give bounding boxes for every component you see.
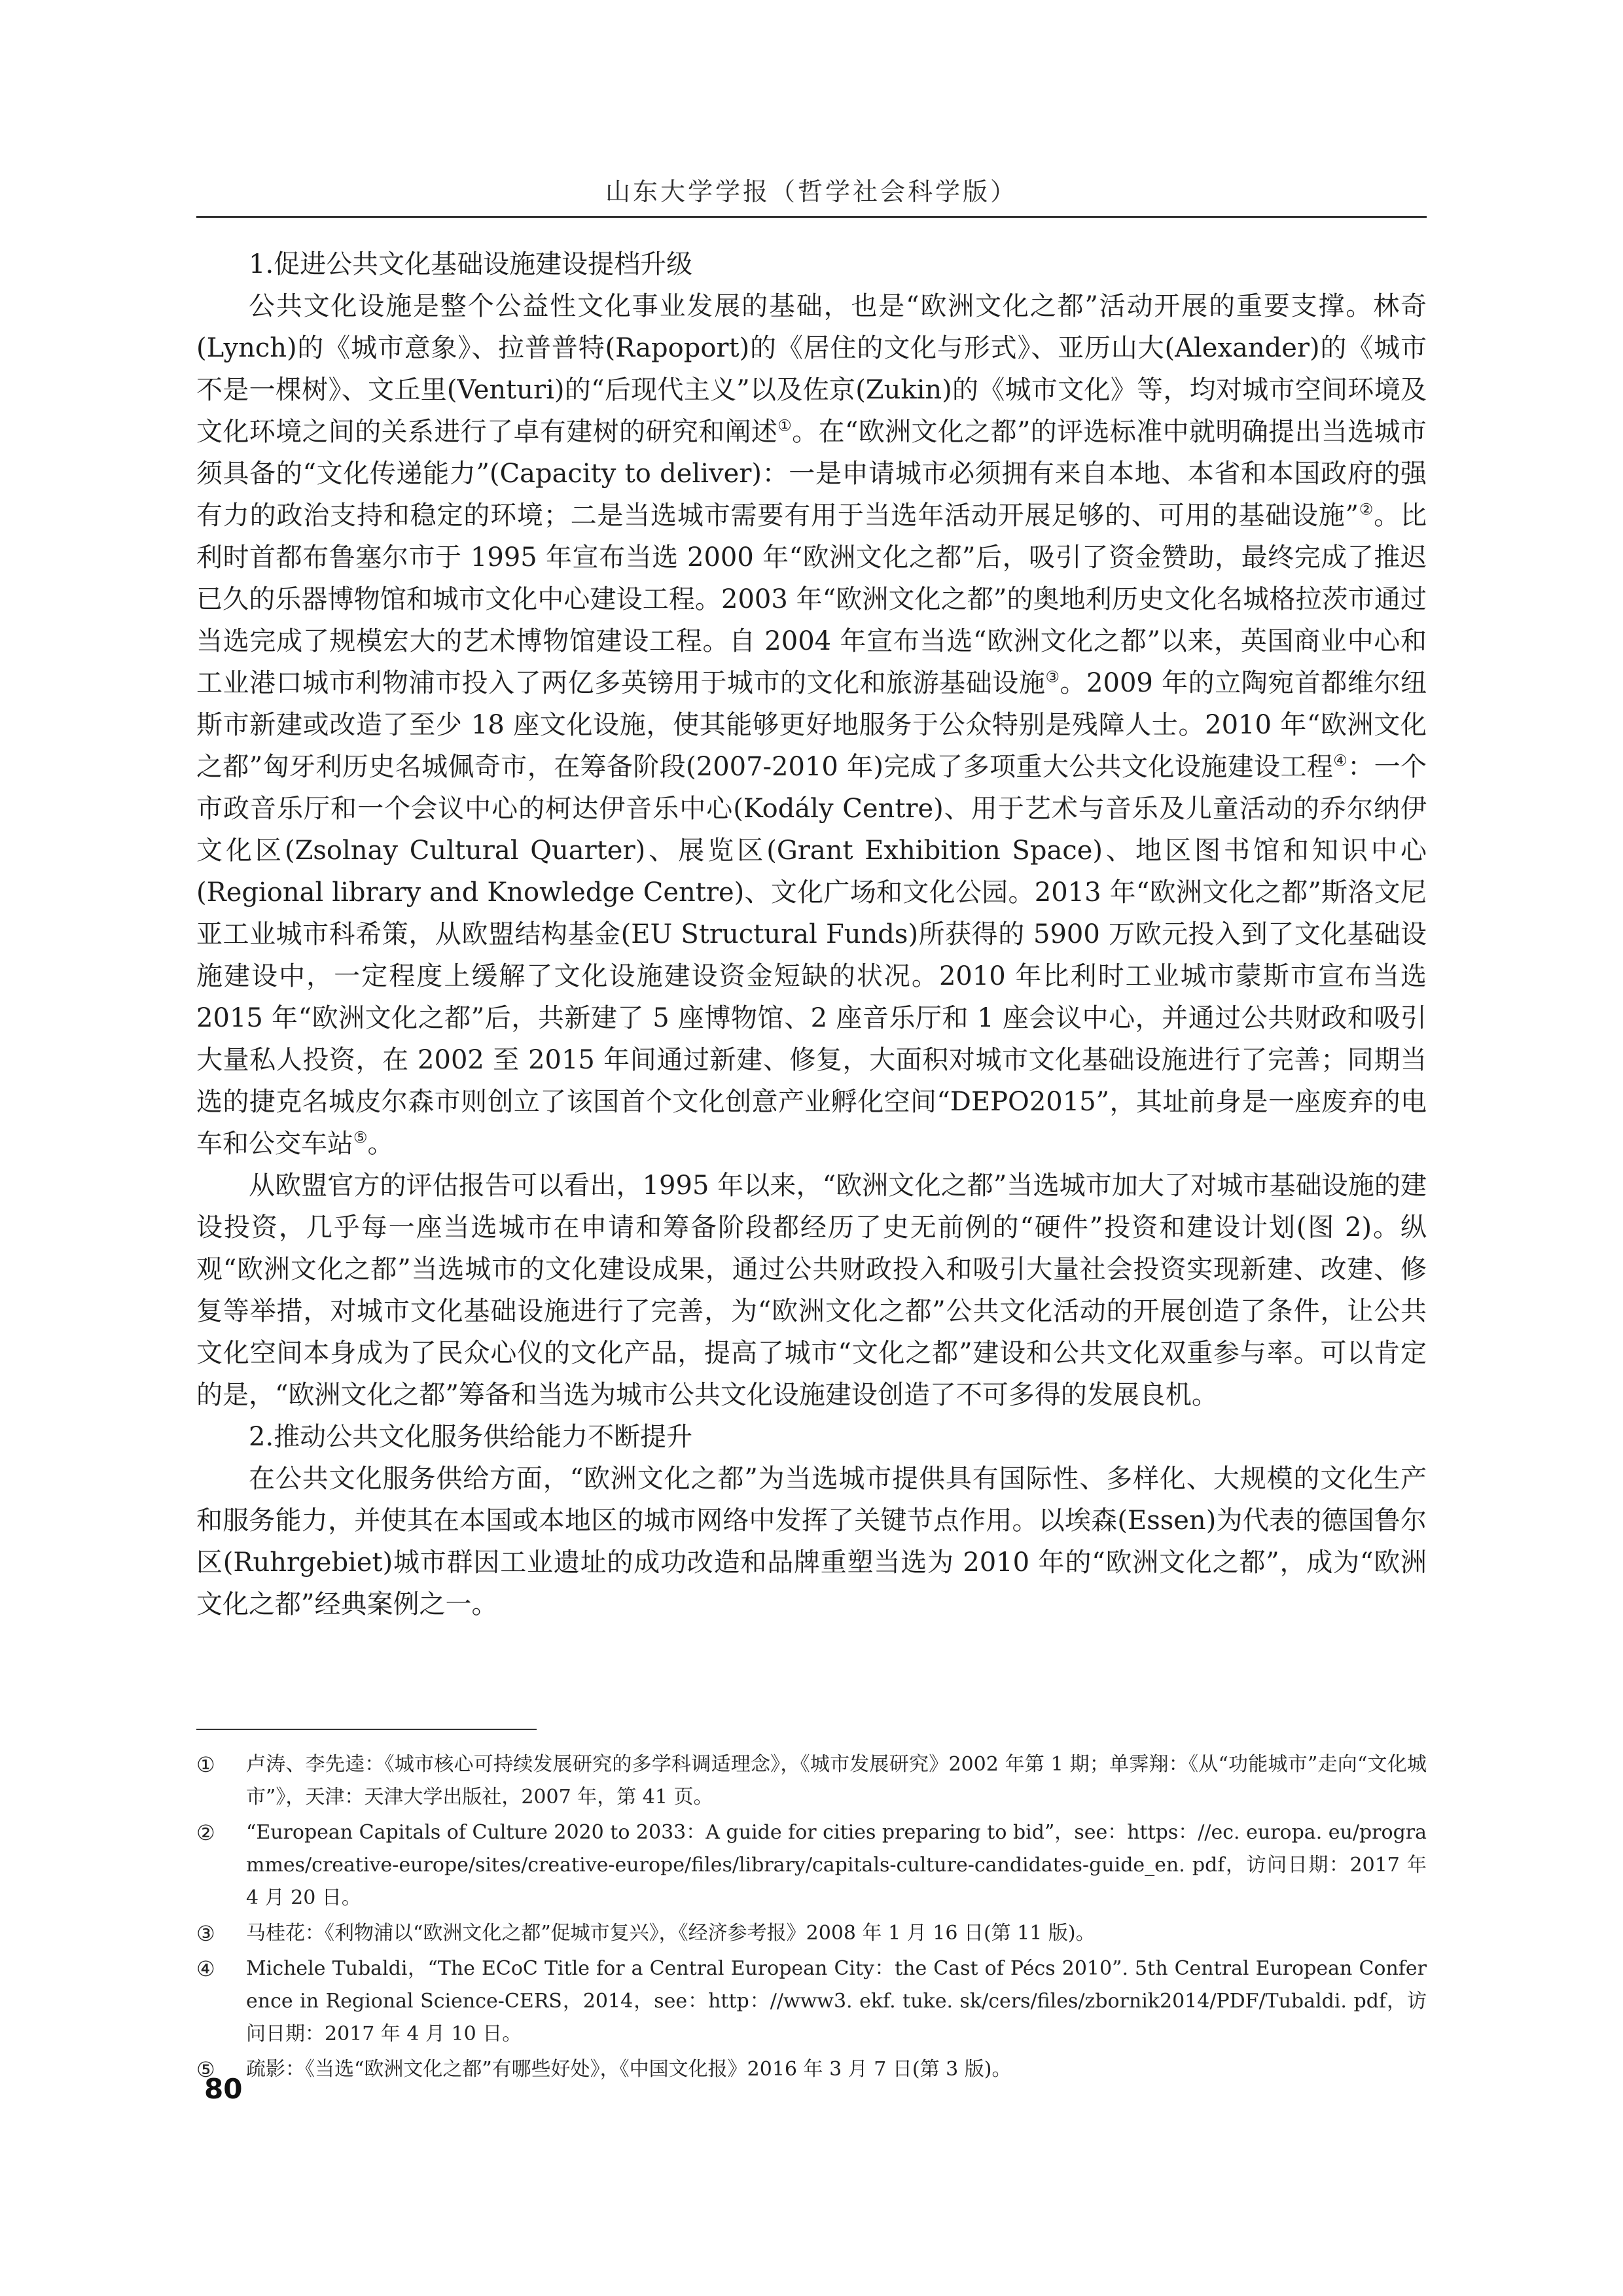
footnote (196, 1917, 1427, 1950)
footnote-mark: ① (196, 1752, 215, 1777)
text-run: 。在“欧洲文化之都”的评选标准中就明确提出当选城市须具备的“文化传递能力”(Capacity to deliver)：一是申请城市必须拥有来自本地、本省和本国政府的强有力的政治支持和稳定的环境；二是当选城市需要有用于当选年活动开展足够的、可用的基础设施” (196, 417, 1427, 531)
footnote (196, 1952, 1427, 2051)
footnote (196, 1816, 1427, 1915)
text-run: 从欧盟官方的评估报告可以看出，1995 年以来，“欧洲文化之都”当选城市加大了对城市基础设施的建设投资，几乎每一座当选城市在申请和筹备阶段都经历了史无前例的“硬件”投资和建设计划(图 2)。纵观“欧洲文化之都”当选城市的文化建设成果，通过公共财政投入和吸引大量社会投资实现新建、改建、修复等举措，对城市文化基础设施进行了完善，为“欧洲文化之都”公共文化活动的开展创造了条件，让公共文化空间本身成为了民众心仪的文化产品，提高了城市“文化之都”建设和公共文化双重参与率。可以肯定的是，“欧洲文化之都”筹备和当选为城市公共文化设施建设创造了不可多得的发展良机。 (196, 1171, 1427, 1410)
footnote (196, 1748, 1427, 1814)
footnote-mark: ② (196, 1820, 215, 1845)
footnote-mark: ③ (196, 1921, 215, 1946)
header-rule (196, 216, 1427, 218)
section-subheading: 2.推动公共文化服务供给能力不断提升 (249, 1422, 693, 1452)
text-run: 公共文化设施是整个公益性文化事业发展的基础，也是“欧洲文化之都”活动开展的重要支撑。林奇(Lynch)的《城市意象》、拉普普特(Rapoport)的《居住的文化与形式》、亚历山大(Alexander)的《城市不是一棵树》、文丘里(Venturi)的“后现代主义”以及佐京(Zukin)的《城市文化》等，均对城市空间环境及文化环境之间的关系进行了卓有建树的研究和阐述 (196, 291, 1427, 447)
text-run: ：一个市政音乐厅和一个会议中心的柯达伊音乐中心(Kodály Centre)、用于艺术与音乐及儿童活动的乔尔纳伊文化区(Zsolnay Cultural Quarter)、展览区(Grant Exhibition Space)、地区图书馆和知识中心(Regional library and Knowledge Centre)、文化广场和文化公园。2013 年“欧洲文化之都”斯洛文尼亚工业城市科希策，从欧盟结构基金(EU Structural Funds)所获得的 5900 万欧元投入到了文化基础设施建设中，一定程度上缓解了文化设施建设资金短缺的状况。2010 年比利时工业城市蒙斯市宣布当选 2015 年“欧洲文化之都”后，共新建了 5 座博物馆、2 座音乐厅和 1 座会议中心，并通过公共财政和吸引大量私人投资，在 2002 至 2015 年间通过新建、修复，大面积对城市文化基础设施进行了完善；同期当选的捷克名城皮尔森市则创立了该国首个文化创意产业孵化空间“DEPO2015”，其址前身是一座废弃的电车和公交车站 (196, 752, 1427, 1159)
body-text (196, 243, 1427, 1625)
footnote-ref: ④ (1333, 751, 1348, 770)
section-subheading: 1.促进公共文化基础设施建设提档升级 (249, 249, 693, 279)
footnote-ref: ⑤ (353, 1128, 368, 1147)
text-run: 。2009 年的立陶宛首都维尔纽斯市新建或改造了至少 18 座文化设施，使其能够更好地服务于公众特别是残障人士。2010 年“欧洲文化之都”匈牙利历史名城佩奇市，在筹备阶段(2007-2010 年)完成了多项重大公共文化设施建设工程 (196, 668, 1427, 782)
footnote-text: Michele Tubaldi，“The ECoC Title for a Central European City：the Cast of Pécs 2010”. 5th Central European Conference in Regional Science-CERS，2014，see：http：//www3. ekf. tuke. sk/cers/files/zbornik2014/PDF/Tubaldi. pdf，访问日期：2017 年 4 月 10 日。 (246, 1957, 1427, 2045)
page-number: 80 (204, 2073, 243, 2105)
footnote-ref: ① (777, 416, 793, 435)
body-paragraph (196, 1458, 1427, 1625)
footnote-mark: ④ (196, 1956, 215, 1981)
footnote-text: 疏影：《当选“欧洲文化之都”有哪些好处》，《中国文化报》2016 年 3 月 7 日(第 3 版)。 (246, 2058, 1012, 2081)
footnote-rule (196, 1729, 537, 1730)
body-paragraph (196, 1165, 1427, 1416)
footnotes (196, 1748, 1427, 2089)
footnote (196, 2053, 1427, 2086)
footnote-ref: ② (1359, 500, 1374, 519)
footnote-text: 卢涛、李先逵：《城市核心可持续发展研究的多学科调适理念》，《城市发展研究》2002 年第 1 期；单霁翔：《从“功能城市”走向“文化城市”》，天津：天津大学出版社，2007 年，第 41 页。 (246, 1753, 1427, 1809)
text-run: 在公共文化服务供给方面，“欧洲文化之都”为当选城市提供具有国际性、多样化、大规模的文化生产和服务能力，并使其在本国或本地区的城市网络中发挥了关键节点作用。以埃森(Essen)为代表的德国鲁尔区(Ruhrgebiet)城市群因工业遗址的成功改造和品牌重塑当选为 2010 年的“欧洲文化之都”，成为“欧洲文化之都”经典案例之一。 (196, 1464, 1427, 1619)
footnote-mark: ⑤ (196, 2057, 215, 2082)
footnote-ref: ③ (1045, 667, 1060, 686)
text-run: 。 (367, 1129, 394, 1159)
footnote-text: “European Capitals of Culture 2020 to 2033：A guide for cities preparing to bid”，see：https：//ec. europa. eu/programmes/creative-europe/sites/creative-europe/files/library/capitals-culture-candidates-guide_en. pdf，访问日期：2017 年 4 月 20 日。 (246, 1821, 1427, 1909)
body-paragraph (196, 285, 1427, 1165)
running-head: 山东大学学报（哲学社会科学版） (605, 177, 1018, 206)
text-run: 。比利时首都布鲁塞尔市于 1995 年宣布当选 2000 年“欧洲文化之都”后，吸引了资金赞助，最终完成了推迟已久的乐器博物馆和城市文化中心建设工程。2003 年“欧洲文化之都”的奥地利历史文化名城格拉茨市通过当选完成了规模宏大的艺术博物馆建设工程。自 2004 年宣布当选“欧洲文化之都”以来，英国商业中心和工业港口城市利物浦市投入了两亿多英镑用于城市的文化和旅游基础设施 (196, 501, 1427, 698)
footnote-text: 马桂花：《利物浦以“欧洲文化之都”促城市复兴》，《经济参考报》2008 年 1 月 16 日(第 11 版)。 (246, 1922, 1096, 1945)
